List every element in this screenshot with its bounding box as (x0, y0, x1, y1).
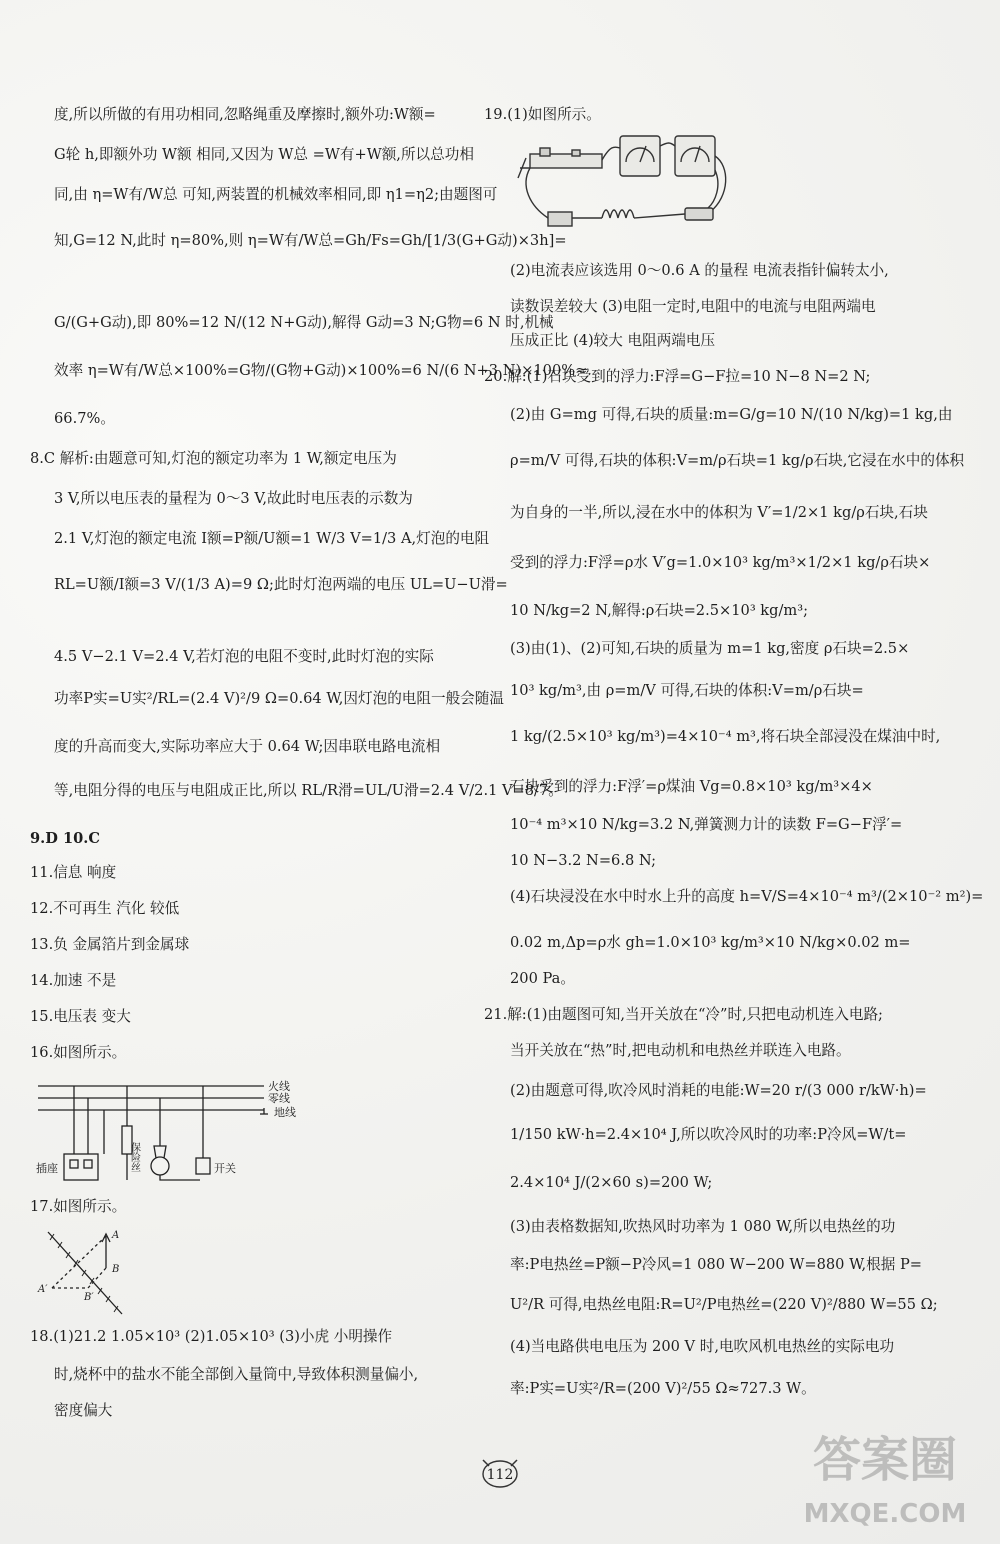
right-text-line: 受到的浮力:F浮=ρ水 V′g=1.0×10³ kg/m³×1/2×1 kg/ρ石块× (510, 554, 931, 571)
page-number-badge (477, 1454, 523, 1490)
right-text-line: 率:P电热丝=P额−P冷风=1 080 W−200 W=880 W,根据 P= (510, 1256, 923, 1273)
right-text-line: 率:P实=U实²/R=(200 V)²/55 Ω≈727.3 W。 (510, 1380, 816, 1397)
watermark-text: 答案圈 (812, 1432, 958, 1488)
right-text-line: (3)由表格数据知,吹热风时功率为 1 080 W,所以电热丝的功 (510, 1218, 896, 1235)
label-point-b: B (112, 1264, 120, 1275)
left-text-line: 时,烧杯中的盐水不能全部倒入量筒中,导致体积测量偏小, (54, 1366, 419, 1383)
right-text-line: (2)电流表应该选用 0～0.6 A 的量程 电流表指针偏转太小, (510, 262, 889, 279)
left-text-line: 密度偏大 (54, 1402, 113, 1419)
left-text-line: 8.C 解析:由题意可知,灯泡的额定功率为 1 W,额定电压为 (30, 450, 397, 467)
right-text-line: 石块受到的浮力:F浮′=ρ煤油 Vg=0.8×10³ kg/m³×4× (510, 778, 873, 795)
left-text-line: 度,所以所做的有用功相同,忽略绳重及摩擦时,额外功:W额= (54, 106, 436, 123)
left-text-line: 18.(1)21.2 1.05×10³ (2)1.05×10³ (3)小虎 小明操作 (30, 1328, 393, 1345)
right-text-line: (2)由 G=mg 可得,石块的质量:m=G/g=10 N/(10 N/kg)=1 kg,由 (510, 406, 953, 423)
label-point-a-image: A′ (38, 1284, 48, 1295)
label-point-a: A (112, 1230, 120, 1241)
right-text-line: (4)当电路供电电压为 200 V 时,电吹风机电热丝的实际电功 (510, 1338, 895, 1355)
fig17-plane-mirror-diagram (30, 1222, 140, 1318)
right-text-line: 10 N−3.2 N=6.8 N; (510, 852, 657, 869)
left-text-line: 2.1 V,灯泡的额定电流 I额=P额/U额=1 W/3 V=1/3 A,灯泡的电阻 (54, 530, 490, 547)
right-text-line: 读数误差较大 (3)电阻一定时,电阻中的电流与电阻两端电 (510, 298, 876, 315)
left-text-line: 4.5 V−2.1 V=2.4 V,若灯泡的电阻不变时,此时灯泡的实际 (54, 648, 434, 665)
left-text-line: 11.信息 响度 (30, 864, 117, 881)
label-ground-wire: 地线 (274, 1106, 296, 1119)
page-number: 112 (486, 1467, 514, 1483)
watermark-url: MXQE.COM (803, 1499, 967, 1529)
label-point-b-image: B′ (84, 1292, 94, 1303)
left-text-line: 功率P实=U实²/RL=(2.4 V)²/9 Ω=0.64 W,因灯泡的电阻一般会随温 (54, 690, 504, 707)
left-text-line: 效率 η=W有/W总×100%=G物/(G物+G动)×100%=6 N/(6 N+3 N)×100%≈ (54, 362, 588, 379)
right-text-line: 200 Pa。 (510, 970, 575, 987)
right-text-line: (3)由(1)、(2)可知,石块的质量为 m=1 kg,密度 ρ石块=2.5× (510, 640, 910, 657)
left-text-line: 同,由 η=W有/W总 可知,两装置的机械效率相同,即 η1=η2;由题图可 (54, 186, 498, 203)
right-text-line: (2)由题意可得,吹冷风时消耗的电能:W=20 r/(3 000 r/kW·h)= (510, 1082, 927, 1099)
right-text-line: 10³ kg/m³,由 ρ=m/V 可得,石块的体积:V=m/ρ石块= (510, 682, 864, 699)
right-text-line: 压成正比 (4)较大 电阻两端电压 (510, 332, 716, 349)
left-text-line: 13.负 金属箔片到金属球 (30, 936, 190, 953)
left-text-line: 等,电阻分得的电压与电阻成正比,所以 RL/R滑=UL/U滑=2.4 V/2.1 V=8/7。 (54, 782, 563, 799)
right-text-line: 1/150 kW·h=2.4×10⁴ J,所以吹冷风时的功率:P冷风=W/t= (510, 1126, 907, 1143)
right-text-line: 10⁻⁴ m³×10 N/kg=3.2 N,弹簧测力计的读数 F=G−F浮′= (510, 816, 903, 833)
left-text-line: RL=U额/I额=3 V/(1/3 A)=9 Ω;此时灯泡两端的电压 UL=U−U滑= (54, 576, 508, 593)
right-text-line: 1 kg/(2.5×10³ kg/m³)=4×10⁻⁴ m³,将石块全部浸没在煤油中时, (510, 728, 941, 745)
right-text-line: 21.解:(1)由题图可知,当开关放在“冷”时,只把电动机连入电路; (484, 1006, 883, 1023)
right-text-line: 2.4×10⁴ J/(2×60 s)=200 W; (510, 1174, 713, 1191)
right-text-line: 0.02 m,Δp=ρ水 gh=1.0×10³ kg/m³×10 N/kg×0.02 m= (510, 934, 911, 951)
right-text-line: 19.(1)如图所示。 (484, 106, 601, 123)
left-text-line: 度的升高而变大,实际功率应大于 0.64 W;因串联电路电流相 (54, 738, 441, 755)
left-text-line: 15.电压表 变大 (30, 1008, 131, 1025)
right-text-line: U²/R 可得,电热丝电阻:R=U²/P电热丝=(220 V)²/880 W=55 Ω; (510, 1296, 938, 1313)
left-text-line: 知,G=12 N,此时 η=80%,则 η=W有/W总=Gh/Fs=Gh/[1/3(G+G动)×3h]= (54, 232, 567, 249)
left-text-line: 14.加速 不是 (30, 972, 117, 989)
label-neutral-wire: 零线 (268, 1092, 290, 1105)
fig19-circuit-sketch (510, 126, 740, 236)
label-socket: 插座 (36, 1162, 58, 1175)
right-text-line: 当开关放在“热”时,把电动机和电热丝并联连入电路。 (510, 1042, 851, 1059)
left-text-line: 3 V,所以电压表的量程为 0～3 V,故此时电压表的示数为 (54, 490, 413, 507)
left-text-line: 66.7%。 (54, 410, 115, 427)
left-text-line: 9.D 10.C (30, 830, 100, 847)
left-text-line: 12.不可再生 汽化 较低 (30, 900, 180, 917)
left-text-line: 17.如图所示。 (30, 1198, 127, 1215)
left-text-line: G轮 h,即额外功 W额 相同,又因为 W总 =W有+W额,所以总功相 (54, 146, 474, 163)
label-switch: 开关 (214, 1162, 236, 1175)
right-text-line: (4)石块浸没在水中时水上升的高度 h=V/S=4×10⁻⁴ m³/(2×10⁻² m²)= (510, 888, 984, 905)
right-text-line: 为自身的一半,所以,浸在水中的体积为 V′=1/2×1 kg/ρ石块,石块 (510, 504, 928, 521)
right-text-line: 20.解:(1)石块受到的浮力:F浮=G−F拉=10 N−8 N=2 N; (484, 368, 871, 385)
label-live-wire: 火线 (268, 1080, 290, 1093)
left-text-line: 16.如图所示。 (30, 1044, 127, 1061)
fig16-household-wiring (36, 1068, 306, 1188)
label-fuse: 保险丝 (128, 1142, 140, 1172)
watermark (790, 1414, 980, 1534)
left-text-line: G/(G+G动),即 80%=12 N/(12 N+G动),解得 G动=3 N;G物=6 N 时,机械 (54, 314, 554, 331)
right-text-line: ρ=m/V 可得,石块的体积:V=m/ρ石块=1 kg/ρ石块,它浸在水中的体积 (510, 452, 965, 469)
right-text-line: 10 N/kg=2 N,解得:ρ石块=2.5×10³ kg/m³; (510, 602, 809, 619)
